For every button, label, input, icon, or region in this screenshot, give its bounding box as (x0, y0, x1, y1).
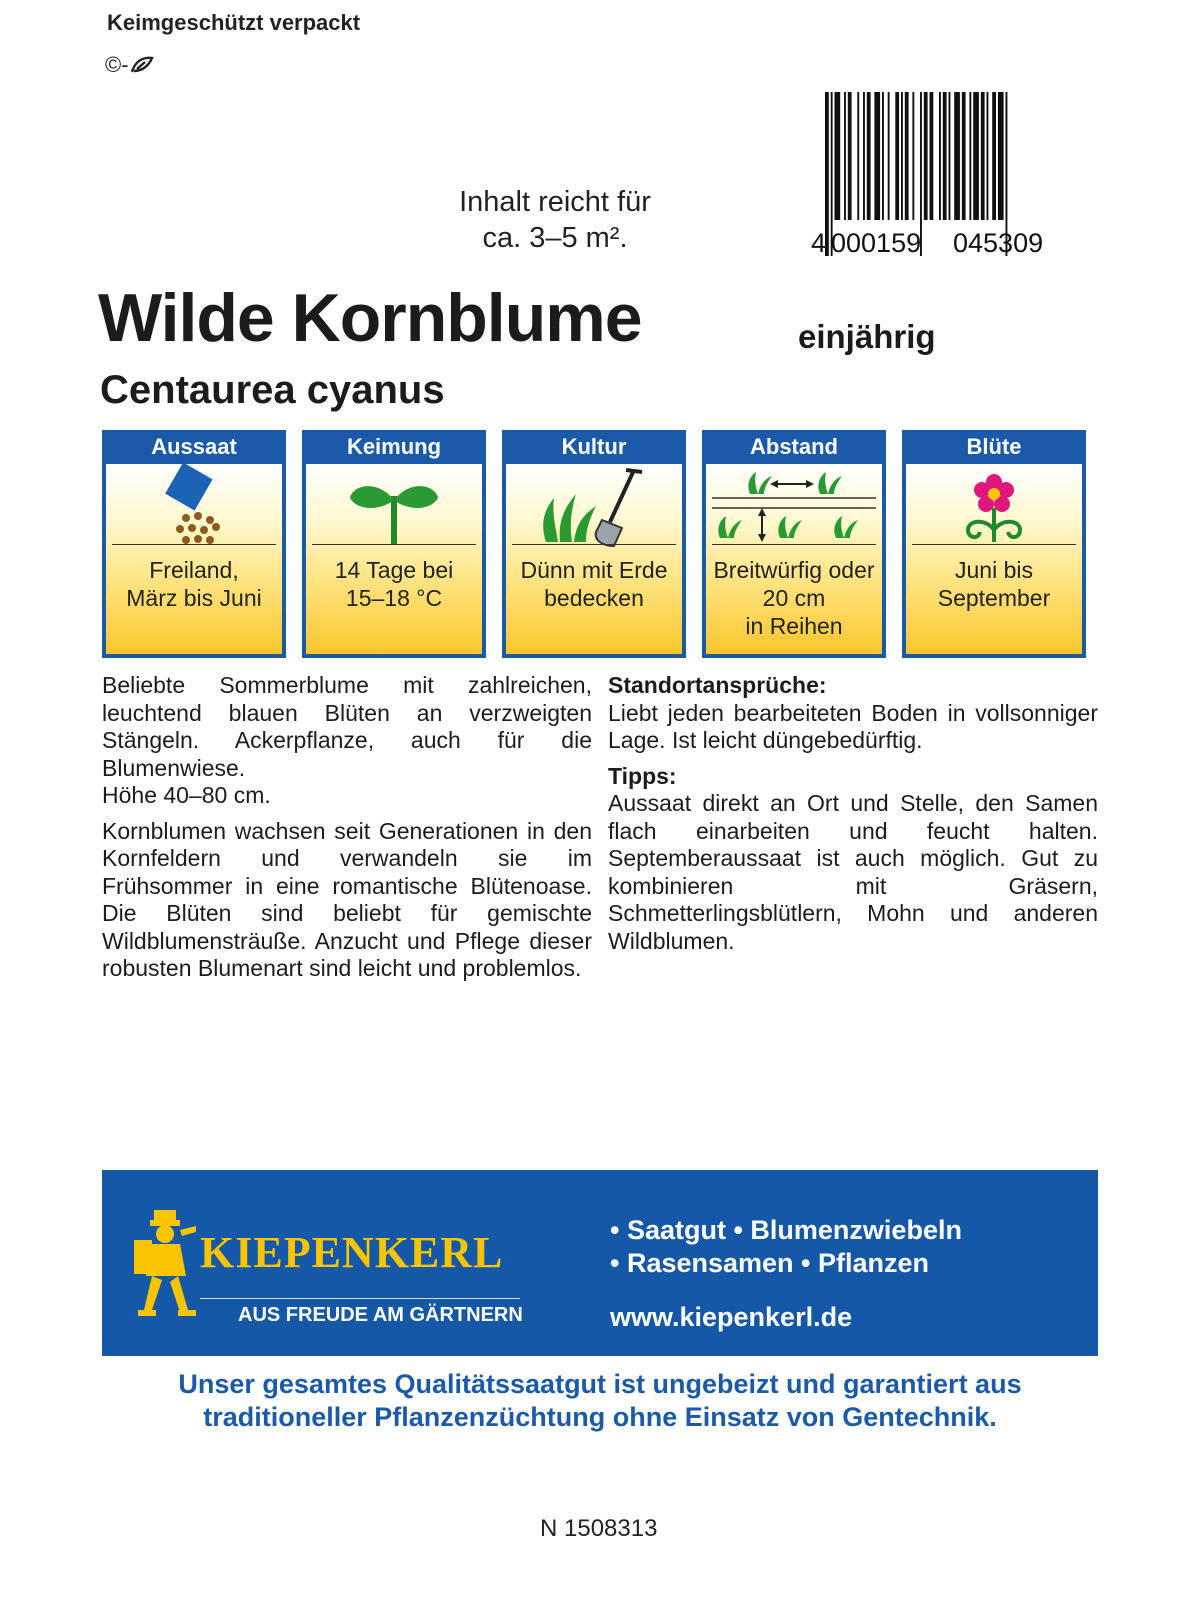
content-line-2: ca. 3–5 m². (482, 222, 628, 254)
location-text: Liebt jeden bearbeiteten Boden in vollsonniger Lage. Ist leicht düngebedürftig. (608, 699, 1098, 753)
brand-divider (200, 1298, 520, 1299)
ground-line (312, 544, 476, 545)
flower-icon (906, 464, 1082, 544)
seedling-icon (306, 464, 482, 544)
card-title: Keimung (346, 434, 442, 459)
description-text: Beliebte Sommerblume mit zahlreichen, leuchtend blauen Blüten an verzweigten Stängeln. Ackerpflanze, auch für die Blumenwiese. (102, 672, 592, 781)
card-title: Abstand (750, 434, 838, 459)
barcode-bar (949, 92, 951, 220)
card-title: Kultur (561, 434, 627, 459)
barcode-bar (930, 92, 934, 220)
barcode-bars (811, 92, 1085, 258)
barcode-bar (905, 92, 909, 220)
quality-line-1: Unser gesamtes Qualitätssaatgut ist ungebeizt und garantiert aus (178, 1369, 1022, 1399)
barcode-bar (895, 92, 899, 220)
content-amount (390, 184, 720, 256)
ground-line (912, 544, 1076, 545)
ground-line (512, 544, 676, 545)
website-link[interactable]: www.kiepenkerl.de (610, 1302, 853, 1332)
barcode-bar (973, 92, 979, 220)
card-text-line-2: 15–18 °C (345, 585, 443, 611)
description-column (102, 672, 592, 991)
description-paragraph (102, 672, 592, 810)
brand-logo-text: KIEPENKERL (200, 1228, 504, 1277)
product-title: Wilde Kornblume (98, 280, 642, 356)
article-number: N 1508313 (540, 1515, 658, 1542)
quality-line-2: traditioneller Pflanzenzüchtung ohne Einsatz von Gentechnik. (203, 1402, 997, 1432)
barcode-bar (992, 92, 996, 220)
barcode-bar (888, 92, 890, 220)
barcode-bar (844, 92, 846, 220)
card-text-line-1: Juni bis (955, 557, 1033, 583)
barcode-bar (863, 92, 865, 220)
care-column (608, 672, 1098, 963)
card-abstand (702, 430, 886, 658)
card-text-line-3: in Reihen (745, 613, 843, 639)
card-title: Aussaat (151, 434, 237, 459)
card-text (306, 556, 482, 612)
card-title: Blüte (966, 434, 1022, 459)
card-text-line-1: Freiland, (149, 557, 239, 583)
ground-line (712, 544, 876, 545)
barcode-digits-left: 000159 (831, 228, 922, 258)
product-range-line-1: • Saatgut • Blumenzwiebeln (610, 1215, 962, 1245)
location-heading: Standortansprüche: (608, 672, 827, 698)
tips-text: Aussaat direkt an Ort und Stelle, den Samen flach einarbeiten und feucht halten. Septemberaussaat ist auch möglich. Gut zu kombinieren mit Gräsern, Schmetterlingsblütlern, Mohn und anderen Wildblumen. (608, 790, 1098, 954)
barcode-bar (848, 92, 852, 220)
barcode-bar (912, 92, 914, 220)
lifecycle-label: einjährig (798, 318, 936, 355)
card-aussaat (102, 430, 286, 658)
card-text (706, 556, 882, 640)
barcode-bar (867, 92, 871, 220)
card-text (106, 556, 282, 612)
barcode-bar (943, 92, 947, 220)
latin-name: Centaurea cyanus (100, 368, 445, 412)
barcode-bar (969, 92, 971, 220)
card-kultur (502, 430, 686, 658)
brand-slogan: AUS FREUDE AM GÄRTNERN (238, 1304, 523, 1326)
barcode-bar (939, 92, 941, 220)
card-text-line-2: September (937, 585, 1051, 611)
description-paragraph-2: Kornblumen wachsen seit Generationen in den Kornfeldern und verwandeln sie im Frühsommer in eine romantische Blütenoase. Die Blüten sind beliebt für gemischte Wildblumensträuße. Anzucht und Pflege dieser robusten Blumenart sind leicht und problemlos. (102, 817, 592, 981)
card-keimung (302, 430, 486, 658)
spade-icon (506, 464, 682, 544)
barcode-bar (954, 92, 960, 220)
barcode-bar (981, 92, 985, 220)
barcode-bar (962, 92, 966, 220)
tips-heading: Tipps: (608, 762, 677, 789)
seed-packet-icon (106, 464, 282, 544)
content-line-1: Inhalt reicht für (459, 186, 651, 218)
packaging-note: Keimgeschützt verpackt (107, 10, 361, 35)
barcode-bar (882, 92, 884, 220)
barcode-bar (857, 92, 859, 220)
barcode-digit-first: 4 (811, 228, 827, 258)
spacing-icon (706, 464, 882, 544)
copyright-mark (105, 52, 155, 78)
barcode-bar (874, 92, 880, 220)
card-text (506, 556, 682, 612)
barcode (811, 92, 1085, 258)
kiepenkerl-figure-icon (132, 1210, 202, 1326)
card-text-line-1: Breitwürfig oder (713, 557, 875, 583)
card-text-line-1: Dünn mit Erde (520, 557, 668, 583)
barcode-bar (998, 92, 1004, 220)
quality-statement (102, 1368, 1098, 1434)
card-text-line-2: 20 cm (762, 585, 826, 611)
card-text (906, 556, 1082, 612)
barcode-bar (987, 92, 989, 220)
barcode-bar (835, 92, 841, 220)
barcode-bar (901, 92, 903, 220)
leaf-logo-icon (129, 55, 155, 75)
plant-height: Höhe 40–80 cm. (102, 782, 271, 808)
card-text-line-2: März bis Juni (126, 585, 262, 611)
card-text-line-2: bedecken (544, 585, 644, 611)
barcode-bar (924, 92, 928, 220)
card-text-line-1: 14 Tage bei (334, 557, 454, 583)
product-range-line-2: • Rasensamen • Pflanzen (610, 1248, 930, 1278)
barcode-digits-right: 045309 (953, 228, 1044, 258)
ground-line (112, 544, 276, 545)
copyright-text: ©- (105, 52, 129, 77)
card-bluete (902, 430, 1086, 658)
